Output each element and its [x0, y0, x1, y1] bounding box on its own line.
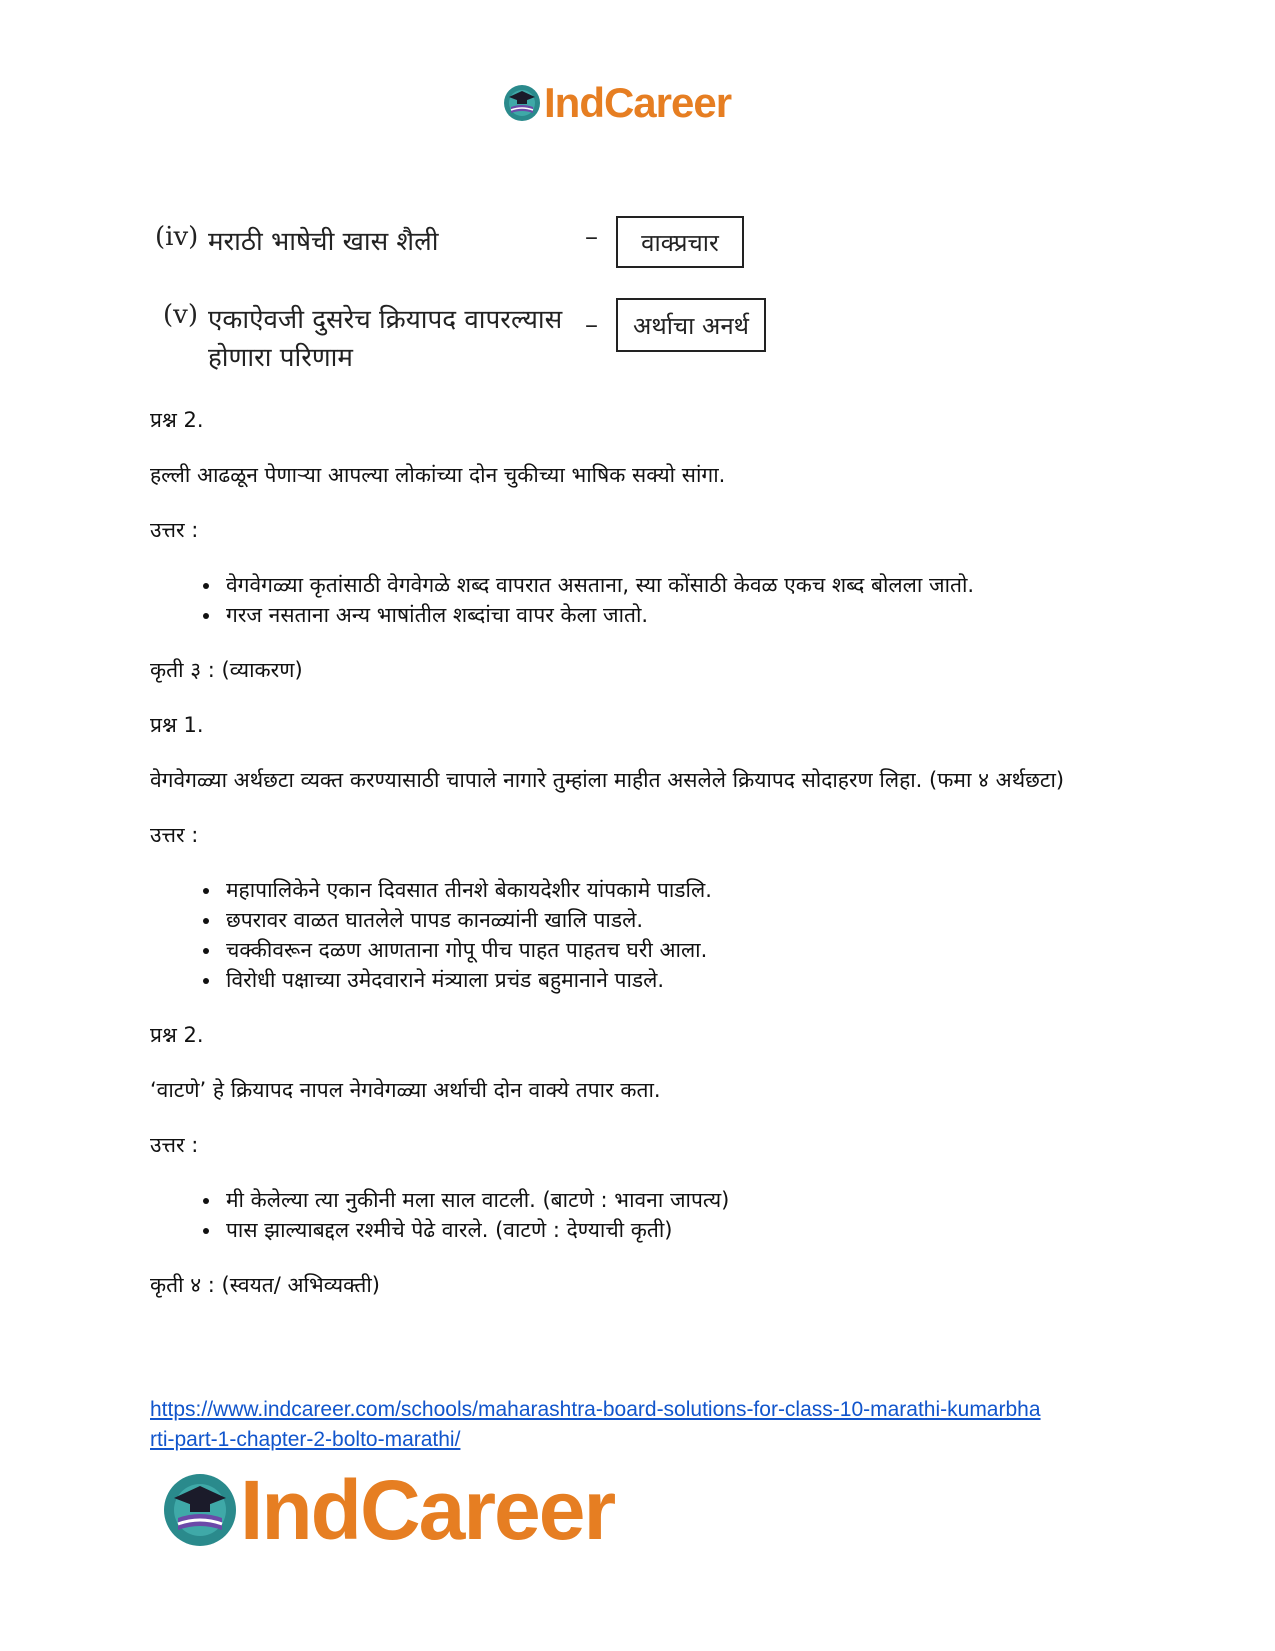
footer-logo: [160, 1462, 615, 1557]
list-item: • पास झाल्याबद्दल रश्मीचे पेढे वारले. (वाटणे : देण्याची कृती): [222, 1215, 1120, 1245]
section-heading: कृती ४ : (स्वयत/ अभिव्यक्ती): [150, 1273, 380, 1297]
header-logo: [502, 78, 731, 128]
scan-row-text: मराठी भाषेची खास शैली: [208, 227, 439, 257]
answer-list: [150, 1185, 1120, 1245]
main-content: [150, 405, 1120, 1325]
logo-text: IndCareer: [544, 79, 732, 126]
source-link-block: [150, 1395, 1150, 1455]
scan-row-text: एकाऐवजी दुसरेच क्रियापद वापरल्यास: [208, 305, 563, 335]
question-heading: प्रश्न 1.: [150, 713, 204, 737]
scan-row-num: (iv): [155, 222, 199, 252]
list-item: • चक्कीवरून दळण आणताना गोपू पीच पाहत पाहतच घरी आला.: [222, 935, 1120, 965]
scan-answer-text: अर्थाचा अनर्थ: [633, 311, 749, 340]
source-link[interactable]: [150, 1398, 1041, 1451]
question-text: ‘वाटणे’ हे क्रियापद नापल नेगवेगळ्या अर्थाची दोन वाक्ये तपार कता.: [150, 1078, 661, 1102]
answer-label: उत्तर :: [150, 518, 199, 542]
scan-row-dash: –: [585, 310, 598, 340]
question-text: वेगवेगळ्या अर्थछटा व्यक्त करण्यासाठी चापाले नागारे तुम्हांला माहीत असलेले क्रियापद सोदाहरण लिहा. (फमा ४ अर्थछटा): [150, 768, 1065, 792]
source-link-line2: rti-part-1-chapter-2-bolto-marathi/: [150, 1428, 461, 1451]
answer-label: उत्तर :: [150, 823, 199, 847]
list-item: • गरज नसताना अन्य भाषांतील शब्दांचा वापर केला जातो.: [222, 600, 1120, 630]
section-heading: कृती ३ : (व्याकरण): [150, 658, 303, 682]
scan-row-dash: –: [585, 222, 598, 252]
graduate-book-icon: [160, 1470, 240, 1550]
list-item: • महापालिकेने एकान दिवसात तीनशे बेकायदेशीर यांपकामे पाडलि.: [222, 875, 1120, 905]
question-heading: प्रश्न 2.: [150, 1023, 204, 1047]
answer-list: [150, 570, 1120, 630]
graduate-book-icon: [502, 83, 542, 123]
answer-list: [150, 875, 1120, 995]
scan-row-text-cont: होणारा परिणाम: [208, 343, 353, 373]
source-link-line1: https://www.indcareer.com/schools/maharashtra-board-solutions-for-class-10-marathi-kumarbha: [150, 1398, 1041, 1421]
answer-label: उत्तर :: [150, 1133, 199, 1157]
list-item: • विरोधी पक्षाच्या उमेदवाराने मंत्र्याला प्रचंड बहुमानाने पाडले.: [222, 965, 1120, 995]
question-text: हल्ली आढळून पेणाऱ्या आपल्या लोकांच्या दोन चुकीच्या भाषिक सक्यो सांगा.: [150, 463, 726, 487]
scan-answer-box: [616, 298, 766, 352]
scan-answer-box: [616, 216, 744, 268]
list-item: • छपरावर वाळत घातलेले पापड कानळ्यांनी खालि पाडले.: [222, 905, 1120, 935]
list-item: • मी केलेल्या त्या नुकीनी मला साल वाटली. (बाटणे : भावना जापत्य): [222, 1185, 1120, 1215]
list-item: • वेगवेगळ्या कृतांसाठी वेगवेगळे शब्द वापरात असताना, स्या कोंसाठी केवळ एकच शब्द बोलला जातो.: [222, 570, 1120, 600]
logo-text: IndCareer: [240, 1462, 615, 1557]
scan-answer-text: वाक्प्रचार: [641, 228, 719, 257]
scan-row-num: (v): [163, 300, 198, 330]
question-heading: प्रश्न 2.: [150, 408, 204, 432]
